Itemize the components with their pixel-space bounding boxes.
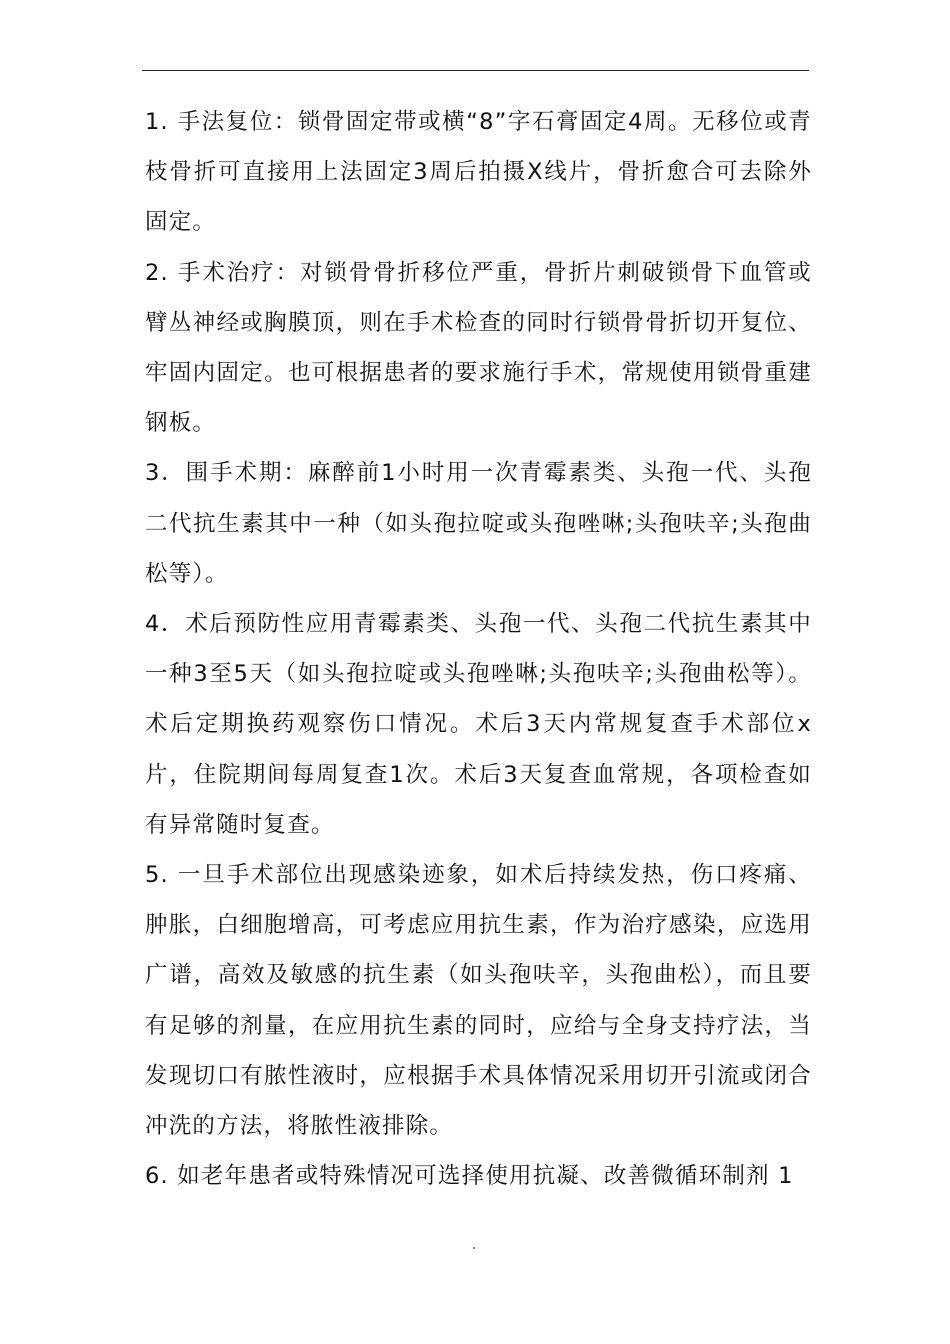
paragraph-5: 5. 一旦手术部位出现感染迹象，如术后持续发热，伤口疼痛、肿胀，白细胞增高，可考虑应用抗生素，作为治疗感染，应选用广谱，高效及敏感的抗生素（如头孢呋辛，头孢曲松），而且要有足够的剂量，在应用抗生素的同时，应给与全身支持疗法，当发现切口有脓性液时，应根据手术具体情况采用切开引流或闭合冲洗的方法，将脓性液排除。 [145, 862, 812, 1140]
paragraph-2: 2. 手术治疗：对锁骨骨折移位严重，骨折片刺破锁骨下血管或臂丛神经或胸膜顶，则在手术检查的同时行锁骨骨折切开复位、牢固内固定。也可根据患者的要求施行手术，常规使用锁骨重建钢板。 [145, 259, 812, 437]
paragraph-1: 1. 手法复位：锁骨固定带或横“8”字石膏固定4周。无移位或青枝骨折可直接用上法固定3周后拍摄X线片，骨折愈合可去除外固定。 [145, 109, 812, 236]
paragraph-6: 6. 如老年患者或特殊情况可选择使用抗凝、改善微循环制剂 1 [145, 1163, 794, 1190]
document-body [145, 97, 812, 1201]
paragraph-4: 4．术后预防性应用青霉素类、头孢一代、头孢二代抗生素其中一种3至5天（如头孢拉啶或头孢唑啉;头孢呋辛;头孢曲松等）。术后定期换药观察伤口情况。术后3天内常规复查手术部位x片，住院期间每周复查1次。术后3天复查血常规，各项检查如有异常随时复查。 [145, 611, 812, 838]
footer-dot [473, 1247, 475, 1249]
paragraph-3: 3．围手术期：麻醉前1小时用一次青霉素类、头孢一代、头孢二代抗生素其中一种（如头孢拉啶或头孢唑啉;头孢呋辛;头孢曲松等）。 [145, 460, 812, 587]
header-rule [142, 70, 809, 71]
